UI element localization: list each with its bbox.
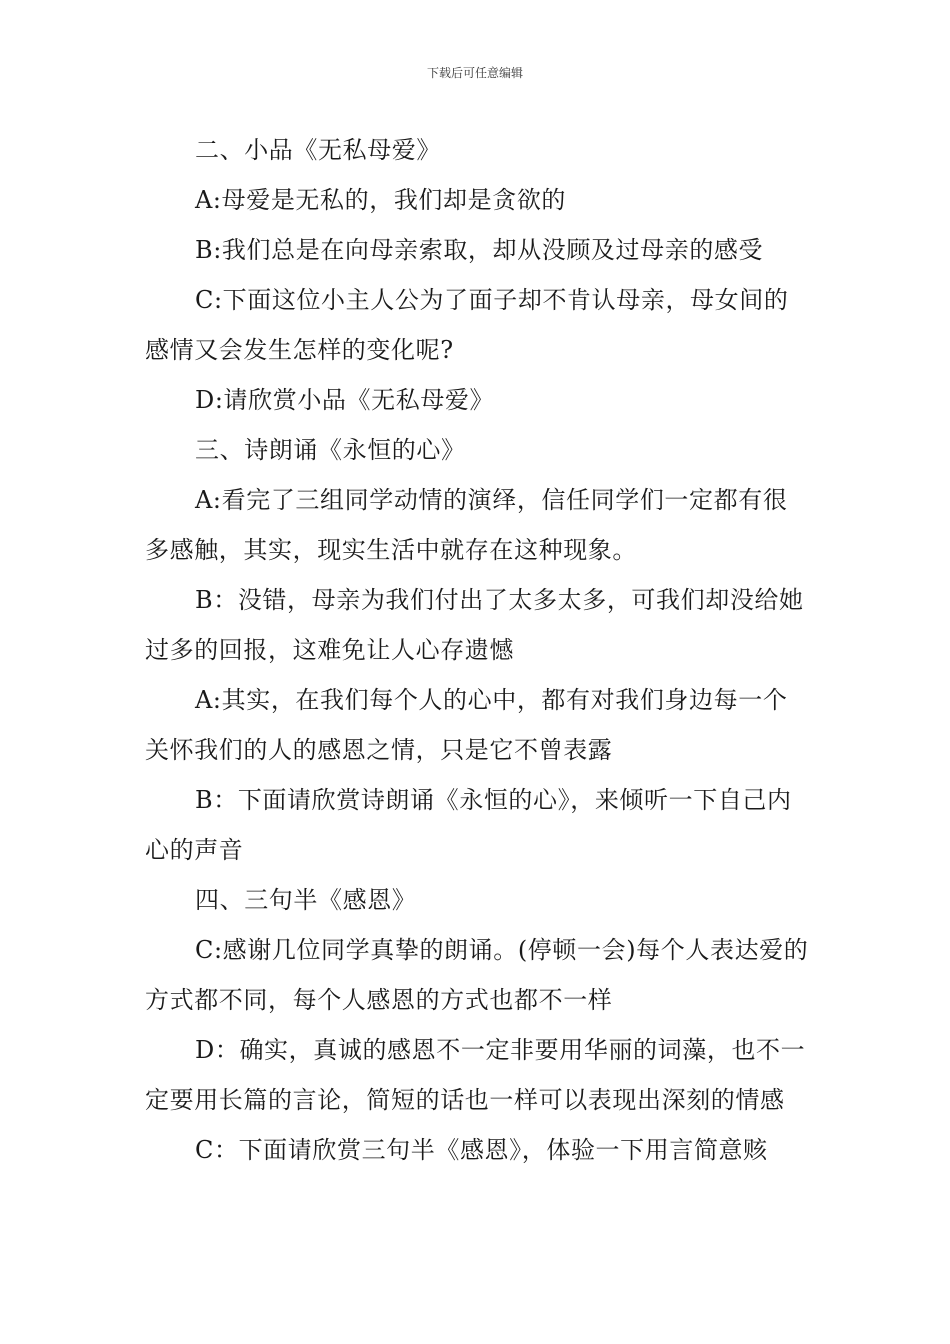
dialogue-line: C:下面这位小主人公为了面子却不肯认母亲，母女间的感情又会发生怎样的变化呢? — [145, 286, 789, 364]
dialogue-line: D:请欣赏小品《无私母爱》 — [195, 386, 495, 414]
dialogue-line: C：下面请欣赏三句半《感恩》，体验一下用言简意赅 — [195, 1136, 768, 1164]
document-body — [145, 125, 810, 1175]
dialogue-line: B:我们总是在向母亲索取，却从没顾及过母亲的感受 — [195, 236, 764, 264]
dialogue-line: D：确实，真诚的感恩不一定非要用华丽的词藻，也不一定要用长篇的言论，简短的话也一样可以表现出深刻的情感 — [145, 1036, 806, 1114]
header-note: 下载后可任意编辑 — [426, 66, 523, 80]
section-heading: 四、三句半《感恩》 — [195, 886, 417, 914]
dialogue-line: A:其实，在我们每个人的心中，都有对我们身边每一个关怀我们的人的感恩之情，只是它不曾表露 — [145, 686, 788, 764]
dialogue-line: A:看完了三组同学动情的演绎，信任同学们一定都有很多感触，其实，现实生活中就存在这种现象。 — [145, 486, 788, 564]
dialogue-line: B：下面请欣赏诗朗诵《永恒的心》，来倾听一下自己内心的声音 — [145, 786, 792, 864]
dialogue-line: C:感谢几位同学真挚的朗诵。(停顿一会)每个人表达爱的方式都不同，每个人感恩的方式也都不一样 — [145, 936, 809, 1014]
dialogue-line: A:母爱是无私的，我们却是贪欲的 — [195, 186, 567, 214]
dialogue-line: B：没错，母亲为我们付出了太多太多，可我们却没给她过多的回报，这难免让人心存遗憾 — [145, 586, 804, 664]
section-heading: 三、诗朗诵《永恒的心》 — [195, 436, 466, 464]
section-heading: 二、小品《无私母爱》 — [195, 136, 441, 164]
